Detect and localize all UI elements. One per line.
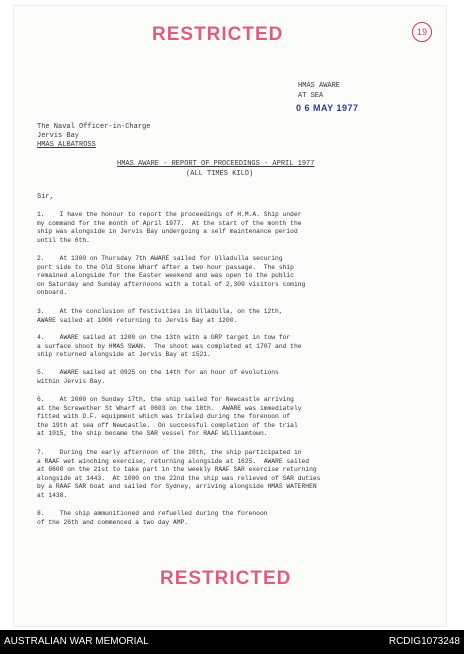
record-id: RCDIG1073248 [388, 636, 460, 647]
folio-number: 19 [412, 22, 432, 42]
paragraph-line: within Jervis Bay. [37, 377, 106, 385]
paragraph-line: onboard. [37, 289, 68, 297]
paragraph-line: 5. AWARE sailed at 0925 on the 14th for an hour of evolutions [37, 369, 279, 376]
paragraph-line: at 0600 on the 21st to take part in the weekly RAAF SAR exercise returning [37, 466, 317, 474]
paragraph-line: ship was alongside in Jervis Bay undergoing a self maintenance period [37, 228, 298, 236]
restricted-stamp-bottom: RESTRICTED [160, 568, 292, 589]
paragraph-line: of the 26th and commenced a two day AMP. [37, 518, 189, 526]
paragraph-6 [37, 396, 367, 439]
salutation: Sir, [37, 193, 54, 201]
paragraph-line: at 1438. [37, 491, 68, 499]
paragraph-line: on Saturday and Sunday afternoons with a total of 2,309 visitors coming [37, 280, 306, 288]
paragraph-line: at the Screwether St Wharf at 0603 on the 18th. AWARE was immediately [37, 404, 302, 412]
paragraph-line: 3. At the conclusion of festivities in Ulladulla, on the 12th, [37, 308, 283, 315]
addressee-line-3: HMAS ALBATROSS [37, 141, 96, 149]
paragraph-line: 8. The ship ammunitioned and refuelled during the forenoon [37, 510, 268, 517]
paragraph-line: 4. AWARE sailed at 1200 on the 13th with a GRP target in tow for [37, 334, 291, 341]
paragraph-4 [37, 334, 367, 360]
ship-name: HMAS AWARE [298, 82, 341, 90]
ship-location: AT SEA [298, 92, 324, 100]
paragraph-line: 2. At 1300 on Thursday 7th AWARE sailed for Ulladulla securing [37, 255, 283, 262]
paragraph-line: by a RAAF SAR boat and sailed for Sydney, arriving alongside HMAS WATERHEN [37, 483, 317, 491]
paragraph-line: remained alongside for the Easter weekend and was open to the public [37, 272, 294, 280]
paragraph-line: at 1015, the ship became the SAR vessel for RAAF Williamtown. [37, 430, 268, 438]
paragraph-line: port side to the Old Stone Wharf after a two hour passage. The ship [37, 263, 294, 271]
paragraph-line: a surface shoot by HMAS SWAN. The shoot was completed at 1707 and the [37, 342, 302, 350]
report-title: HMAS AWARE - REPORT OF PROCEEDINGS - APRIL 1977 [117, 160, 315, 168]
paragraph-8 [37, 510, 367, 527]
report-subtitle: (ALL TIMES KILO) [186, 170, 254, 178]
paragraph-line: 7. During the early afternoon of the 20th, the ship participated in [37, 449, 302, 456]
paragraph-1 [37, 211, 367, 245]
archive-name: AUSTRALIAN WAR MEMORIAL [4, 636, 149, 647]
paragraph-line: ship returned alongside at Jervis Bay at 1521. [37, 351, 211, 359]
paragraph-line: 1. I have the honour to report the proceedings of H.M.A. Ship under [37, 211, 302, 218]
archive-footer [0, 630, 464, 654]
paragraph-line: alongside at 1443. At 1000 on the 22nd the ship was relieved of SAR duties [37, 474, 321, 482]
paragraph-2 [37, 255, 367, 298]
paragraph-5 [37, 369, 367, 386]
paragraph-7 [37, 449, 367, 501]
paragraph-line: AWARE sailed at 1000 returning to Jervis Bay at 1200. [37, 316, 238, 324]
date-stamp: 0 6 MAY 1977 [296, 103, 359, 113]
addressee-line-2: Jervis Bay [37, 132, 80, 140]
paragraph-line: the 19th at sea off Newcastle. On successful completion of the trial [37, 421, 298, 429]
paragraph-line: my command for the month of April 1977. At the start of the month the [37, 219, 302, 227]
restricted-stamp-top: RESTRICTED [152, 24, 284, 45]
paragraph-line: 6. At 2000 on Sunday 17th, the ship sailed for Newcastle arriving [37, 396, 294, 403]
paragraph-3 [37, 308, 367, 325]
paragraph-line: until the 6th. [37, 236, 90, 244]
paragraph-line: a RAAF wet winching exercise, returning alongside at 1625. AWARE sailed [37, 457, 310, 465]
paragraph-line: fitted with D.F. equipment which was trialed during the forenoon of [37, 413, 291, 421]
addressee-line-1: The Naval Officer-in-Charge [37, 123, 151, 131]
